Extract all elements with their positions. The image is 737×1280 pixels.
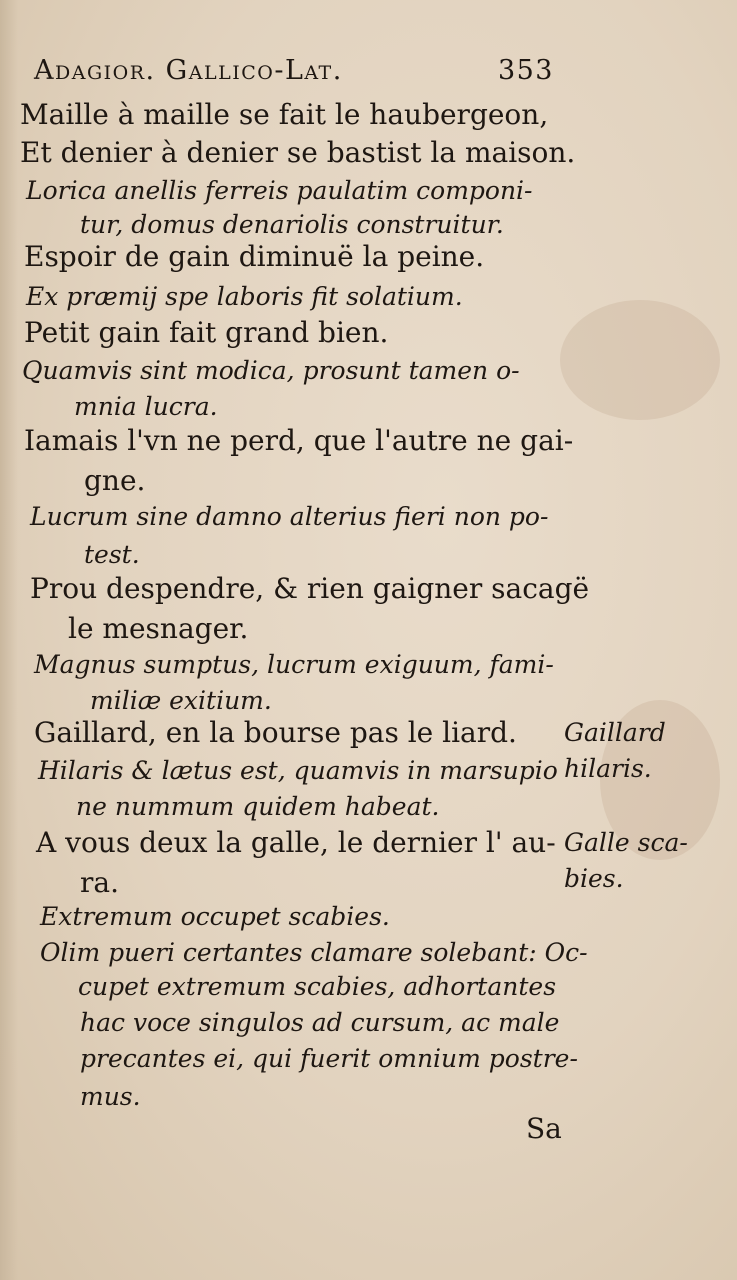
running-header — [34, 55, 554, 91]
text-line: Iamais l'vn ne perd, que l'autre ne gai- — [24, 424, 574, 457]
page-edge-shadow — [0, 0, 18, 1280]
text-line: Extremum occupet scabies. — [40, 902, 390, 931]
text-line: miliæ exitium. — [90, 686, 272, 715]
text-line: tur, domus denariolis construitur. — [80, 210, 504, 239]
text-line: Gaillard, en la bourse pas le liard. — [34, 716, 517, 749]
text-line: ra. — [80, 866, 119, 899]
margin-note: Gaillard — [564, 718, 666, 747]
text-line: Lorica anellis ferreis paulatim componi- — [26, 176, 533, 205]
paper-stain — [560, 300, 720, 420]
text-line: Prou despendre, & rien gaigner sacagë — [30, 572, 590, 605]
text-line: gne. — [84, 464, 146, 497]
text-line: cupet extremum scabies, adhortantes — [78, 972, 557, 1001]
text-line: Quamvis sint modica, prosunt tamen o- — [22, 356, 520, 385]
text-line: precantes ei, qui fuerit omnium postre- — [80, 1044, 578, 1073]
text-line: Petit gain fait grand bien. — [24, 316, 389, 349]
text-line: test. — [84, 540, 140, 569]
running-head: Adagior. Gallico-Lat. — [34, 55, 343, 86]
text-line: Lucrum sine damno alterius fieri non po- — [30, 502, 549, 531]
text-line: A vous deux la galle, le dernier l' au- — [36, 826, 556, 859]
text-line: Espoir de gain diminuë la peine. — [24, 240, 485, 273]
text-line: Hilaris & lætus est, quamvis in marsupio — [38, 756, 558, 785]
margin-note: Galle sca- — [564, 828, 688, 857]
text-line: mnia lucra. — [74, 392, 218, 421]
text-line: Maille à maille se fait le haubergeon, — [20, 98, 549, 131]
text-line: mus. — [80, 1082, 141, 1111]
catchword: Sa — [526, 1112, 562, 1145]
text-line: le mesnager. — [68, 612, 249, 645]
margin-note: bies. — [564, 864, 624, 893]
text-line: Olim pueri certantes clamare solebant: Oc- — [40, 938, 588, 967]
text-line: Et denier à denier se bastist la maison. — [20, 136, 576, 169]
text-line: ne nummum quidem habeat. — [76, 792, 440, 821]
margin-note: hilaris. — [564, 754, 652, 783]
text-line: Magnus sumptus, lucrum exiguum, fami- — [34, 650, 554, 679]
text-line: Ex præmij spe laboris fit solatium. — [26, 282, 463, 311]
text-line: hac voce singulos ad cursum, ac male — [80, 1008, 560, 1037]
page-number: 353 — [497, 55, 554, 86]
